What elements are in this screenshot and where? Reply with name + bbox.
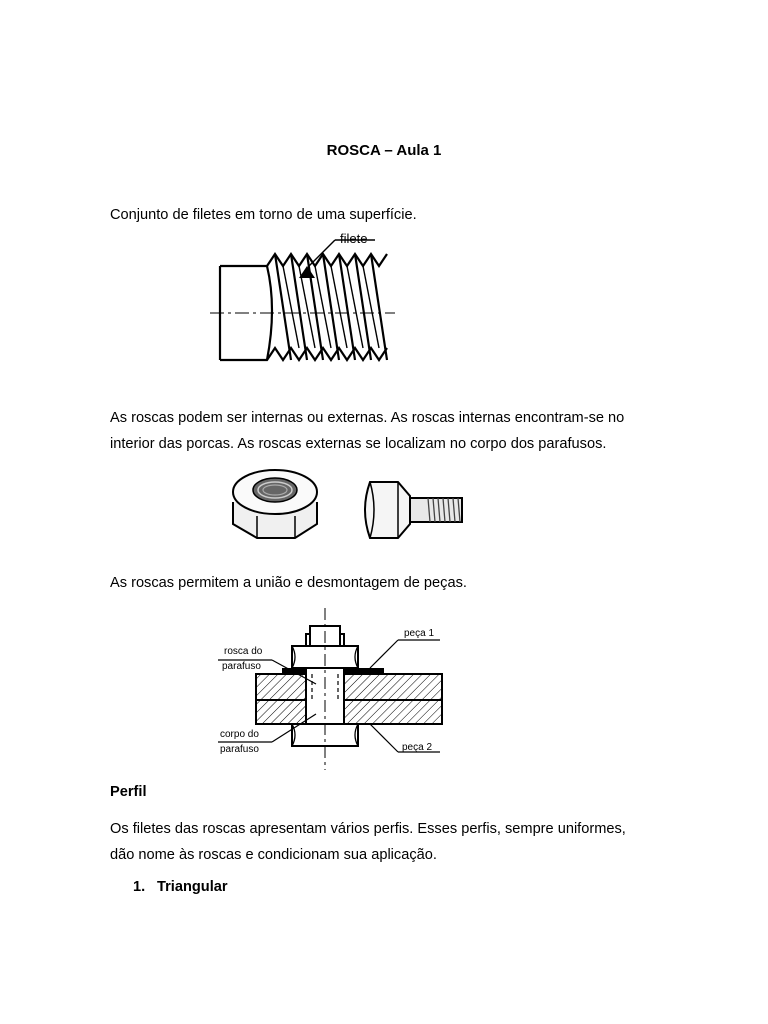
paragraph-line: dão nome às roscas e condicionam sua aplicação. xyxy=(110,847,437,863)
section-heading-perfil: Perfil xyxy=(110,784,147,800)
thread-diagram xyxy=(205,228,405,368)
list-number: 1. xyxy=(133,879,146,895)
nut-illustration xyxy=(225,466,325,546)
label-parafuso-rosca: parafuso xyxy=(222,661,261,672)
paragraph-internas-externas xyxy=(110,405,670,457)
label-peca-1: peça 1 xyxy=(404,628,435,639)
page-title: ROSCA – Aula 1 xyxy=(326,142,442,159)
filete-marker xyxy=(299,266,315,278)
list-label: Triangular xyxy=(157,879,228,895)
label-peca-2: peça 2 xyxy=(402,742,433,753)
paragraph-line: interior das porcas. As roscas externas se localizam no corpo dos parafusos. xyxy=(110,436,607,452)
label-parafuso-corpo: parafuso xyxy=(220,744,259,755)
bolt-illustration xyxy=(358,478,468,542)
label-corpo-do: corpo do xyxy=(220,729,259,740)
list-item-triangular xyxy=(133,879,228,895)
bolted-assembly-diagram xyxy=(212,604,452,772)
intro-paragraph: Conjunto de filetes em torno de uma superfície. xyxy=(110,207,417,223)
paragraph-perfil xyxy=(110,816,670,868)
filete-label: filete xyxy=(340,231,368,246)
paragraph-line: Os filetes das roscas apresentam vários perfis. Esses perfis, sempre uniformes, xyxy=(110,821,626,837)
paragraph-line: As roscas podem ser internas ou externas. As roscas internas encontram-se no xyxy=(110,410,625,426)
paragraph-uniao: As roscas permitem a união e desmontagem de peças. xyxy=(110,575,467,591)
label-rosca-do: rosca do xyxy=(224,646,263,657)
